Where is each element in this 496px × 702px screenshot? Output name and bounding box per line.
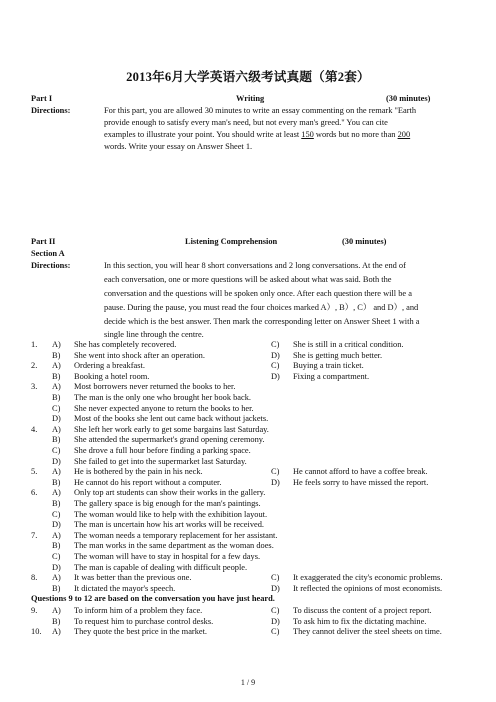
option-text: They cannot deliver the steel sheets on time.: [293, 627, 442, 637]
option-text: It dictated the mayor's speech.: [74, 583, 176, 593]
option-text: It reflected the opinions of most economists.: [293, 583, 443, 593]
option-text: Buying a train ticket.: [293, 361, 364, 371]
part2-directions-label: Directions:: [31, 261, 71, 270]
option-letter: B): [52, 616, 61, 626]
option-text: The man is the only one who brought her book back.: [74, 393, 251, 402]
option-text: He cannot do his report without a computer.: [74, 477, 222, 487]
question-number: 6.: [31, 488, 38, 498]
option-letter: D): [52, 456, 61, 466]
part2-time: (30 minutes): [342, 237, 387, 246]
option-text: She drove a full hour before finding a parking space.: [74, 446, 251, 455]
option-text: He feels sorry to have missed the report.: [293, 477, 429, 487]
part2-directions-line: each conversation, one or more questions will be asked about what was said. Both the: [104, 275, 392, 284]
option-letter: D): [271, 477, 280, 487]
part1-directions-line: examples to illustrate your point. You should write at least 150 words but no more than 200: [104, 130, 411, 139]
option-letter: A): [52, 573, 61, 583]
part2-directions-line: In this section, you will hear 8 short conversations and 2 long conversations. At the end of: [104, 261, 406, 270]
option-letter: B): [52, 583, 61, 593]
option-letter: A): [52, 530, 61, 540]
part1-label: Part I: [31, 94, 53, 103]
option-letter: A): [52, 340, 61, 349]
option-text: The man is uncertain how his art works will be received.: [74, 520, 265, 530]
option-letter: D): [271, 371, 280, 381]
section-label: Section A: [31, 249, 65, 258]
option-text: She is getting much better.: [293, 350, 383, 360]
part1-directions-line: provide enough to satisfy every man's need, but not every man's greed." You can cite: [104, 118, 388, 127]
option-text: She never expected anyone to return the books to her.: [74, 403, 254, 413]
option-text: To discuss the content of a project report.: [293, 606, 432, 615]
option-letter: D): [52, 414, 61, 424]
option-text: The woman needs a temporary replacement for her assistant.: [74, 530, 278, 540]
option-letter: C): [271, 627, 280, 637]
option-text: Booking a hotel room.: [74, 371, 150, 381]
option-text: Ordering a breakfast.: [74, 361, 145, 371]
option-letter: C): [271, 606, 280, 615]
option-letter: B): [52, 499, 61, 508]
option-letter: C): [271, 467, 280, 477]
option-letter: D): [52, 520, 61, 530]
option-text: She attended the supermarket's grand opening ceremony.: [74, 435, 265, 445]
option-text: She left her work early to get some bargains last Saturday.: [74, 424, 269, 434]
part2-directions-line: single line through the centre.: [104, 330, 204, 339]
option-text: She failed to get into the supermarket last Saturday.: [74, 456, 247, 466]
option-letter: A): [52, 467, 61, 477]
option-text: The woman would like to help with the exhibition layout.: [74, 509, 268, 519]
part1-directions-line: For this part, you are allowed 30 minutes to write an essay commenting on the remark "Earth: [104, 106, 417, 115]
option-text: The gallery space is big enough for the man's paintings.: [74, 499, 261, 508]
option-text: Most borrowers never returned the books to her.: [74, 382, 236, 392]
part2-name: Listening Comprehension: [185, 237, 278, 246]
option-text: The man works in the same department as the woman does.: [74, 541, 274, 551]
question-number: 4.: [31, 424, 38, 434]
option-text: The woman will have to stay in hospital for a few days.: [74, 552, 261, 561]
part2-directions-line: pause. During the pause, you must read the four choices marked A）, B）, C） and D）, and: [104, 303, 419, 312]
option-letter: B): [52, 477, 61, 487]
part2-label: Part II: [31, 237, 56, 246]
option-letter: C): [52, 446, 61, 455]
option-letter: D): [52, 562, 61, 572]
question-number: 8.: [31, 573, 38, 583]
part1-directions-line: words. Write your essay on Answer Sheet 1.: [104, 142, 253, 151]
question-group-heading: Questions 9 to 12 are based on the conversation you have just heard.: [31, 594, 275, 604]
option-letter: B): [52, 393, 61, 402]
option-text: The man is capable of dealing with difficult people.: [74, 562, 248, 572]
option-letter: C): [271, 361, 280, 371]
option-letter: A): [52, 424, 61, 434]
option-letter: C): [52, 509, 61, 519]
question-number: 9.: [31, 606, 38, 615]
part1-time: (30 minutes): [386, 94, 431, 103]
option-text: Only top art students can show their works in the gallery.: [74, 488, 266, 498]
option-text: Most of the books she lent out came back without jackets.: [74, 414, 269, 424]
option-text: To inform him of a problem they face.: [74, 606, 203, 615]
option-text: They quote the best price in the market.: [74, 627, 208, 637]
page-title: 2013年6月大学英语六级考试真题（第2套）: [126, 70, 370, 84]
option-letter: B): [52, 371, 61, 381]
option-letter: A): [52, 361, 61, 371]
option-text: She has completely recovered.: [74, 340, 177, 349]
option-text: He is bothered by the pain in his neck.: [74, 467, 203, 477]
option-text: She is still in a critical condition.: [293, 340, 404, 349]
question-number: 1.: [31, 340, 38, 349]
option-letter: C): [271, 573, 280, 583]
page-number: 1 / 9: [240, 678, 256, 687]
option-letter: B): [52, 435, 61, 445]
option-letter: C): [52, 552, 61, 561]
question-number: 7.: [31, 530, 38, 540]
option-text: To request him to purchase control desks.: [74, 616, 214, 626]
option-letter: A): [52, 488, 61, 498]
option-letter: B): [52, 350, 61, 360]
option-text: Fixing a compartment.: [293, 371, 370, 381]
option-text: It exaggerated the city's economic problems.: [293, 573, 443, 583]
option-letter: C): [52, 403, 61, 413]
part1-directions-label: Directions:: [31, 106, 71, 115]
option-text: She went into shock after an operation.: [74, 350, 205, 360]
option-letter: D): [271, 350, 280, 360]
question-number: 3.: [31, 382, 38, 392]
option-letter: D): [271, 616, 280, 626]
part2-directions-line: conversation and the questions will be spoken only once. After each question there will be a: [104, 289, 412, 298]
option-letter: A): [52, 627, 61, 637]
option-letter: A): [52, 606, 61, 615]
option-letter: A): [52, 382, 61, 392]
option-text: He cannot afford to have a coffee break.: [293, 467, 428, 477]
option-text: To ask him to fix the dictating machine.: [293, 616, 427, 626]
part2-directions-line: decide which is the best answer. Then mark the corresponding letter on Answer Sheet 1 with a: [104, 317, 420, 326]
option-text: It was better than the previous one.: [74, 573, 192, 583]
option-letter: B): [52, 541, 61, 551]
question-number: 5.: [31, 467, 38, 477]
part1-name: Writing: [236, 94, 265, 103]
question-number: 10.: [31, 627, 42, 637]
question-number: 2.: [31, 361, 38, 371]
option-letter: D): [271, 583, 280, 593]
option-letter: C): [271, 340, 280, 349]
